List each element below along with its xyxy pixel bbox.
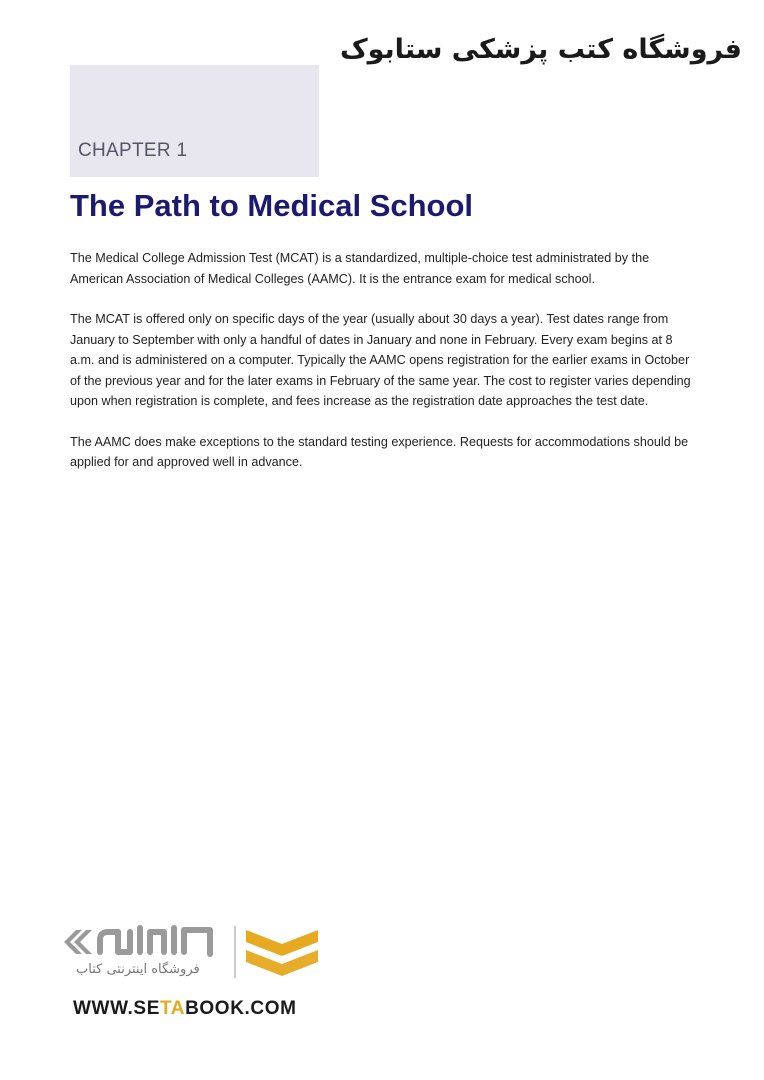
chapter-body: [70, 248, 700, 493]
logo-tagline: فروشگاه اینترنتی کتاب: [76, 962, 200, 977]
setabook-wordmark-icon: [100, 928, 210, 954]
chapter-header-box: [70, 65, 319, 177]
chapter-title: The Path to Medical School: [70, 188, 474, 223]
watermark-store-name: فروشگاه کتب پزشکی ستابوک: [339, 34, 742, 65]
chapter-label: CHAPTER 1: [78, 140, 188, 161]
double-chevron-icon: [64, 930, 92, 954]
logo-url-prefix: WWW.SE: [73, 998, 160, 1019]
paragraph: The Medical College Admission Test (MCAT) is a standardized, multiple-choice test administrated by the American Association of Medical Colleges (AAMC). It is the entrance exam for medical school.: [70, 251, 650, 286]
logo-url-accent: TA: [159, 998, 186, 1019]
paragraph: The MCAT is offered only on specific days of the year (usually about 30 days a year). Test dates range from January to September with only a handful of dates in January and none in February. Every exam begins at 8 a.m. and is administered on a computer. Typically the AAMC opens registration for the earlier exams in October of the previous year and for the later exams in February of the same year. The cost to register varies depending upon when registration is complete, and fees increase as the registration date approaches the test date.: [70, 312, 691, 408]
logo-url: [73, 998, 297, 1020]
logo-url-suffix: BOOK.COM: [185, 998, 297, 1019]
paragraph: The AAMC does make exceptions to the standard testing experience. Requests for accommodations should be applied for and approved well in advance.: [70, 434, 689, 469]
gold-chevron-book-icon: [246, 930, 318, 976]
